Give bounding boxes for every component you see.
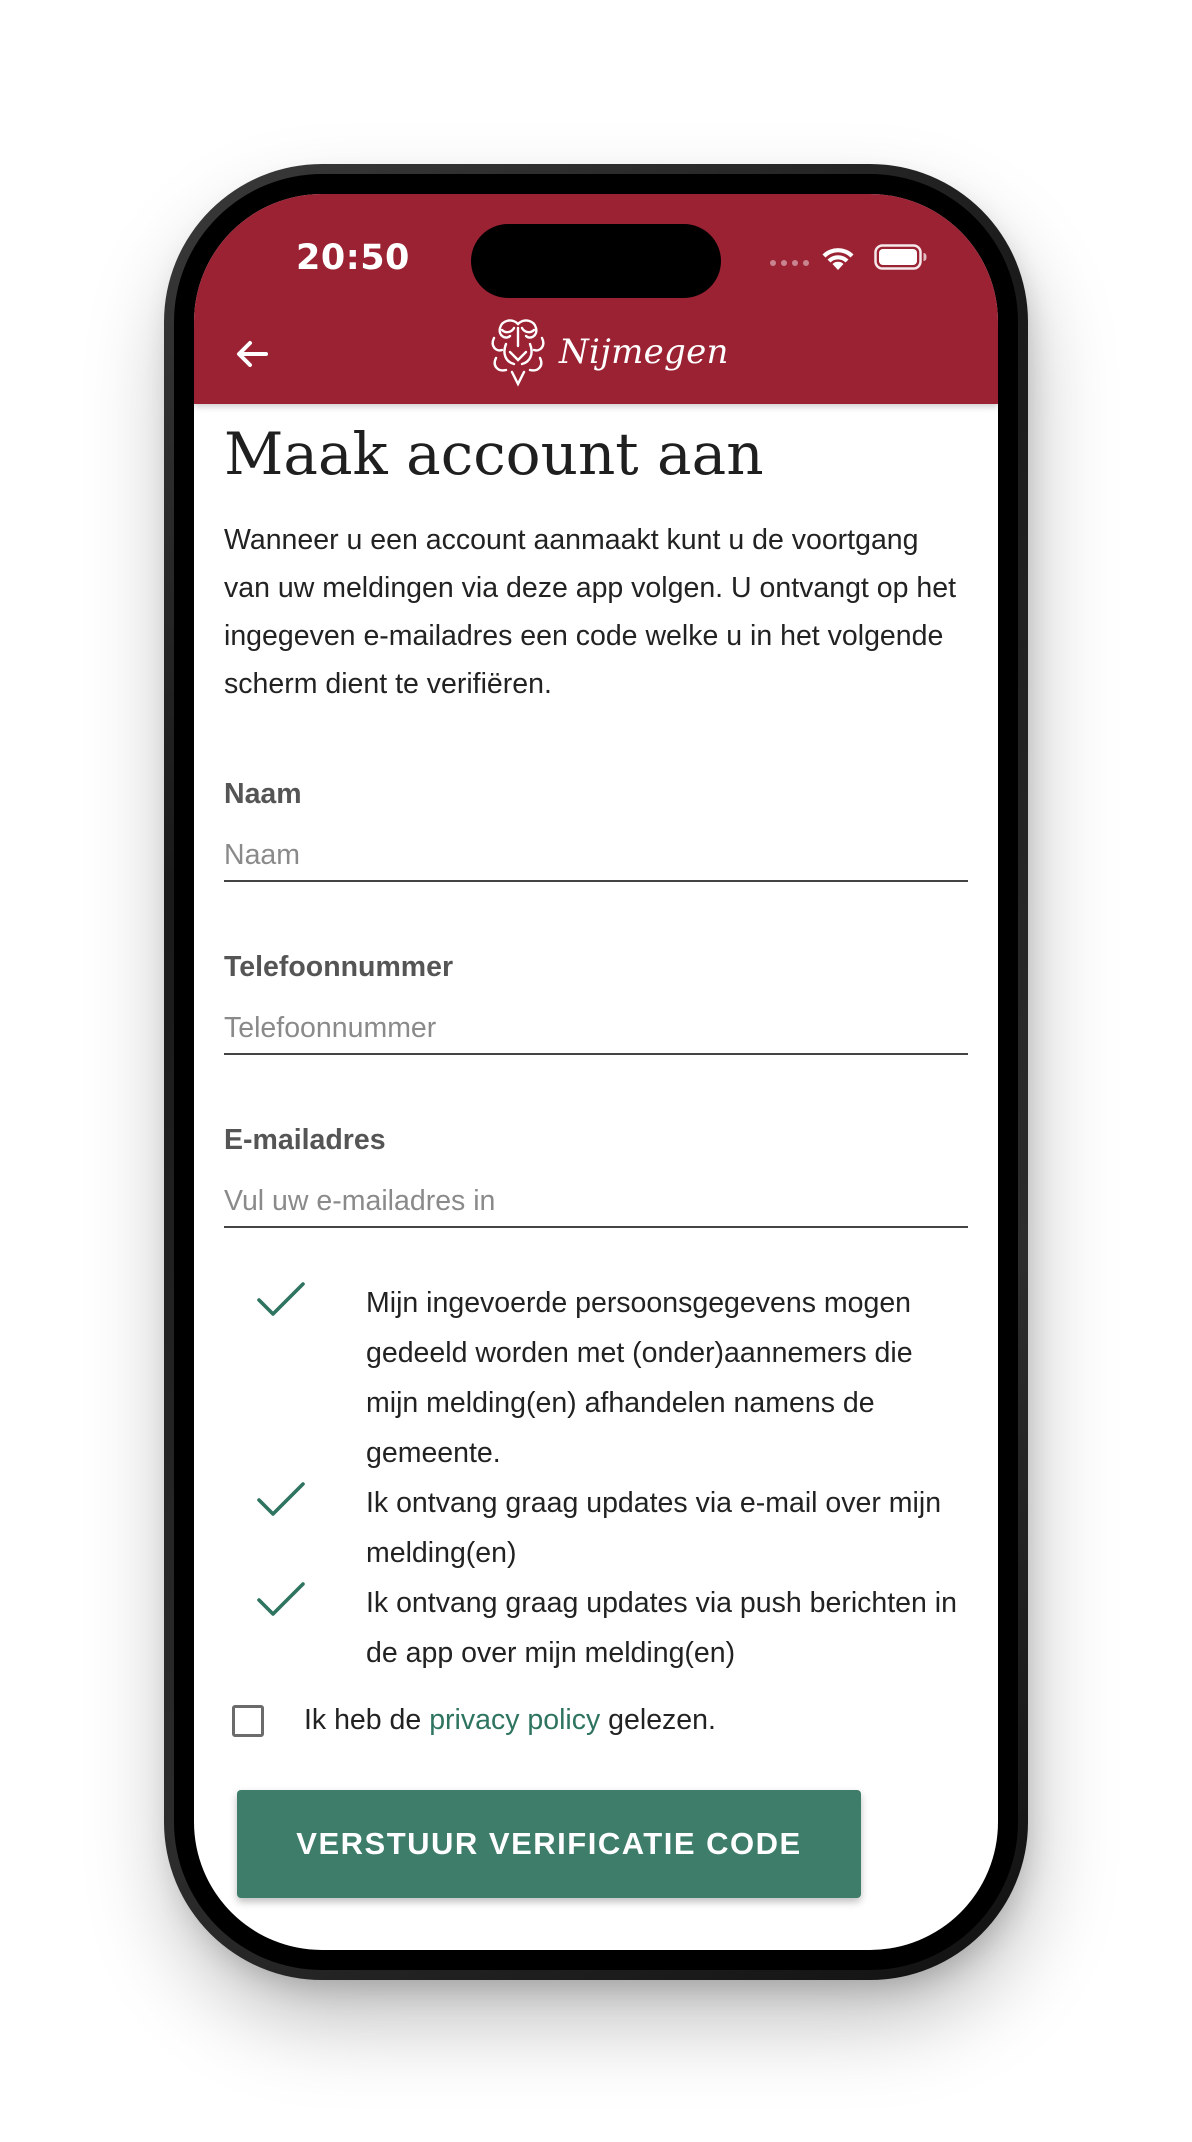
- consent-email-updates[interactable]: [256, 1478, 968, 1578]
- intro-text: Wanneer u een account aanmaakt kunt u de voortgang van uw meldingen via deze app volgen. U ontvangt op het ingegeven e-mailadres een code welke u in het volgende scherm dient te verifiëren.: [224, 524, 956, 700]
- consent-text: Mijn ingevoerde persoonsgegevens mogen gedeeld worden met (onder)aannemers die mijn melding(en) afhandelen namens de gemeente.: [366, 1287, 913, 1469]
- privacy-prefix: Ik heb de: [304, 1704, 430, 1736]
- privacy-text: [304, 1704, 716, 1737]
- lion-crest-icon: [488, 316, 548, 388]
- privacy-policy-link[interactable]: privacy policy: [429, 1704, 601, 1736]
- name-label: Naam: [224, 778, 302, 810]
- email-input[interactable]: [224, 1176, 968, 1228]
- app-screen: [194, 194, 998, 1950]
- privacy-checkbox[interactable]: [232, 1705, 264, 1737]
- phone-label: Telefoonnummer: [224, 951, 454, 983]
- email-label: E-mailadres: [224, 1124, 386, 1156]
- consent-push-updates[interactable]: [256, 1578, 968, 1678]
- arrow-left-icon[interactable]: [232, 334, 272, 374]
- brand-name: Nijmegen: [559, 332, 729, 372]
- page-title: Maak account aan: [224, 420, 764, 488]
- cellular-signal-icon: [770, 260, 809, 266]
- privacy-suffix: gelezen.: [600, 1704, 716, 1736]
- consent-share-data[interactable]: [256, 1278, 968, 1478]
- checkmark-icon: [256, 1280, 306, 1320]
- privacy-consent-row: [232, 1704, 716, 1737]
- consent-text: Ik ontvang graag updates via push berichten in de app over mijn melding(en): [366, 1587, 957, 1669]
- wifi-icon: [820, 244, 856, 272]
- checkmark-icon: [256, 1580, 306, 1620]
- phone-input[interactable]: [224, 1003, 968, 1055]
- name-input[interactable]: [224, 830, 968, 882]
- status-time: 20:50: [296, 238, 410, 278]
- dynamic-island: [471, 224, 721, 298]
- consent-text: Ik ontvang graag updates via e-mail over mijn melding(en): [366, 1487, 942, 1569]
- send-verification-code-button[interactable]: VERSTUUR VERIFICATIE CODE: [237, 1790, 861, 1898]
- checkmark-icon: [256, 1480, 306, 1520]
- app-header: [194, 194, 998, 404]
- battery-icon: [874, 244, 928, 270]
